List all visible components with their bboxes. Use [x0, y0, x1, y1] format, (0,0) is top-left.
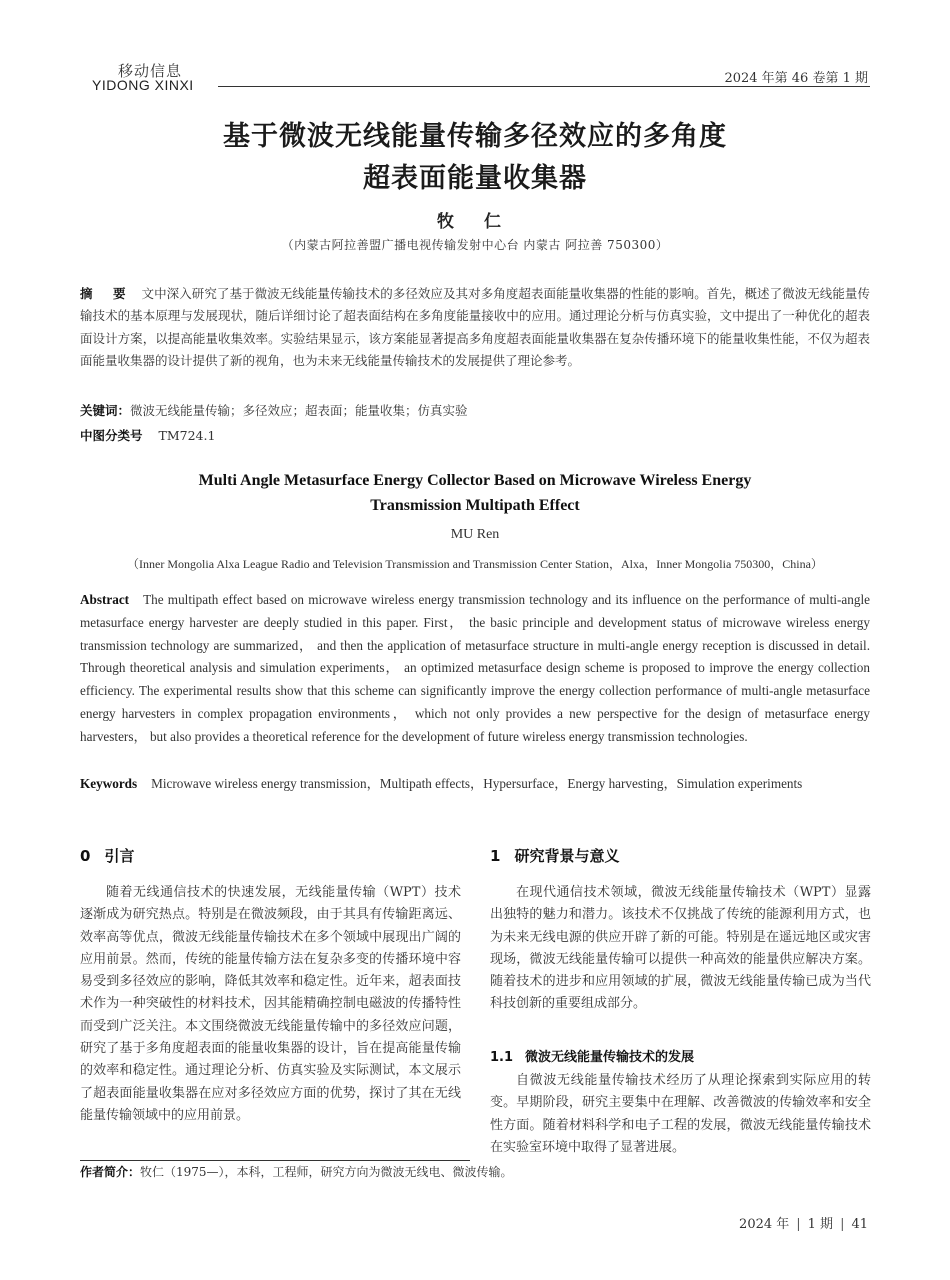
affiliation-en: （Inner Mongolia Alxa League Radio and Television Transmission and Transmission Center Station，Alxa，Inner Mongolia 750300，China） [127, 557, 823, 571]
clc-number [80, 426, 215, 444]
author-bio-text: 牧仁（1975—），本科，工程师，研究方向为微波无线电、微波传输。 [140, 1165, 513, 1179]
keywords-en [80, 773, 870, 796]
paper-title-en-line2: Transmission Multipath Effect [370, 497, 580, 514]
header-rule [218, 86, 870, 87]
footer-issue: 1 期 [807, 1217, 834, 1232]
journal-name-cn: 移动信息 [118, 62, 183, 80]
footer-year: 2024 年 [739, 1217, 790, 1232]
footnote-rule [80, 1160, 470, 1161]
section-0-title: 引言 [104, 847, 135, 865]
section-1-title: 研究背景与意义 [514, 847, 620, 865]
section-1-1-paragraph: 自微波无线能量传输技术经历了从理论探索到实际应用的转变。早期阶段，研究主要集中在理解、改善微波的传输效率和安全性方面。随着材料科学和电子工程的发展，微波无线能量传输技术在实验室环境中取得了显著进展。 [490, 1073, 871, 1155]
page-footer [739, 1213, 868, 1232]
abstract-en [80, 589, 870, 749]
author-cn: 牧 仁 [437, 212, 513, 232]
affiliation-cn: （内蒙古阿拉善盟广播电视传输发射中心台 内蒙古 阿拉善 750300） [281, 238, 669, 252]
clc-value: TM724.1 [158, 428, 216, 443]
journal-name-en: YIDONG XINXI [92, 77, 194, 93]
section-1-number: 1 [490, 847, 501, 865]
section-1-paragraph: 在现代通信技术领域，微波无线能量传输技术（WPT）显露出独特的魅力和潜力。该技术不仅挑战了传统的能源利用方式，也为未来无线电源的供应开辟了新的可能。特别是在遥远地区或灾害现场，微波无线能量传输可以提供一种高效的能量供应解决方案。随着技术的进步和应用领域的扩展，微波无线能量传输已成为当代科技创新的重要组成部分。 [490, 885, 871, 1012]
footer-separator: | [796, 1217, 801, 1232]
abstract-en-label: Abstract [80, 592, 130, 607]
abstract-en-text: The multipath effect based on microwave wireless energy transmission technology and its influence on the performance of multi-angle metasurface energy harvester are deeply studied in this paper. First， the basic principle and development status of microwave wireless energy transmission technology are summarized， and then the application of metasurface structure in multi-angle energy reception is discussed in detail. Through theoretical analysis and simulation experiments， an optimized metasurface design scheme is proposed to improve the energy collection efficiency. The experimental results show that this scheme can significantly improve the energy collection performance of multi-angle metasurface energy harvesters in complex propagation environments， which not only provides a new perspective for the design of metasurface energy harvesters， but also provides a theoretical reference for the development of future wireless energy transmission technologies. [80, 592, 870, 744]
keywords-cn [80, 401, 468, 419]
author-bio-label: 作者简介： [80, 1165, 141, 1179]
keywords-en-label: Keywords [80, 776, 138, 791]
section-0-number: 0 [80, 847, 91, 865]
keywords-cn-text: 微波无线能量传输；多径效应；超表面；能量收集；仿真实验 [130, 403, 468, 418]
section-1-1-heading [490, 1046, 694, 1065]
page-number: 41 [851, 1217, 868, 1232]
abstract-cn-label: 摘 要 [80, 286, 134, 301]
section-0-paragraph: 随着无线通信技术的快速发展，无线能量传输（WPT）技术逐渐成为研究热点。特别是在微波频段，由于其具有传输距离远、效率高等优点，微波无线能量传输技术在多个领域中展现出广阔的应用前景。然而，传统的能量传输方法在复杂多变的传播环境中容易受到多径效应的影响，降低其效率和稳定性。近年来，超表面技术作为一种突破性的材料技术，因其能精确控制电磁波的传播特性而受到广泛关注。本文围绕微波无线能量传输中的多径效应问题，研究了基于多角度超表面的能量收集器的设计，旨在提高能量传输的效率和稳定性。通过理论分析、仿真实验及实际测试，本文展示了超表面能量收集器在应对多径效应方面的优势，探讨了其在无线能量传输领域中的应用前景。 [80, 885, 461, 1123]
clc-label: 中图分类号 [80, 428, 143, 443]
paper-title-en-line1: Multi Angle Metasurface Energy Collector Based on Microwave Wireless Energy [198, 472, 752, 489]
section-1-heading [490, 845, 619, 866]
issue-info: 2024 年第 46 卷第 1 期 [724, 71, 868, 86]
abstract-cn [80, 283, 870, 372]
author-en: MU Ren [450, 527, 500, 542]
section-1-1-title: 微波无线能量传输技术的发展 [525, 1050, 695, 1065]
section-0-heading [80, 845, 134, 866]
paper-title-line2: 超表面能量收集器 [363, 163, 587, 194]
footer-separator: | [840, 1217, 845, 1232]
keywords-cn-label: 关键词： [80, 403, 131, 418]
author-bio [80, 1163, 513, 1180]
section-1-1-number: 1.1 [490, 1050, 514, 1065]
paper-title-line1: 基于微波无线能量传输多径效应的多角度 [223, 121, 727, 152]
abstract-cn-text: 文中深入研究了基于微波无线能量传输技术的多径效应及其对多角度超表面能量收集器的性能的影响。首先，概述了微波无线能量传输技术的基本原理与发展现状，随后详细讨论了超表面结构在多角度能量接收中的应用。通过理论分析与仿真实验，文中提出了一种优化的超表面设计方案，以提高能量收集效率。实验结果显示，该方案能显著提高多角度超表面能量收集器在复杂传播环境下的能量收集性能，不仅为超表面能量收集器的设计提供了新的视角，也为未来无线能量传输技术的发展提供了理论参考。 [80, 286, 870, 368]
keywords-en-text: Microwave wireless energy transmission，Multipath effects，Hypersurface，Energy harvesting，Simulation experiments [151, 776, 803, 791]
